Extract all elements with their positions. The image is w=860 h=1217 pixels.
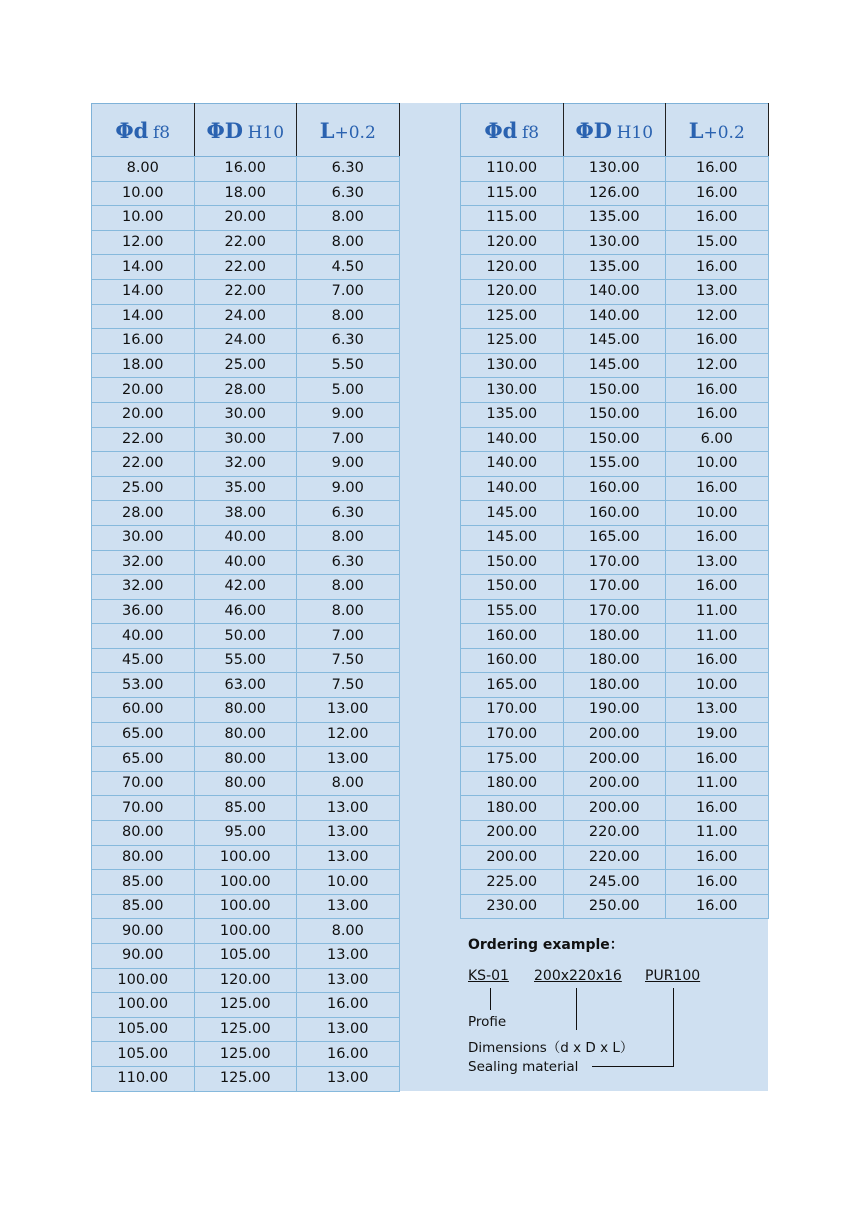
outer-diameter-cell: 42.00: [194, 575, 297, 600]
table-row: [461, 648, 769, 673]
inner-diameter-cell: 145.00: [461, 525, 564, 550]
table-row: [92, 747, 400, 772]
inner-diameter-cell: 80.00: [92, 845, 195, 870]
inner-diameter-cell: 160.00: [461, 624, 564, 649]
length-cell: 8.00: [297, 575, 400, 600]
table-row: [92, 378, 400, 403]
outer-diameter-cell: 135.00: [563, 255, 666, 280]
inner-diameter-cell: 175.00: [461, 747, 564, 772]
inner-diameter-cell: 135.00: [461, 402, 564, 427]
inner-diameter-cell: 8.00: [92, 157, 195, 182]
outer-diameter-cell: 22.00: [194, 279, 297, 304]
inner-diameter-cell: 14.00: [92, 255, 195, 280]
header-inner-diameter: Φd f8: [92, 104, 195, 157]
length-cell: 13.00: [297, 698, 400, 723]
inner-diameter-cell: 90.00: [92, 944, 195, 969]
table-row: [461, 796, 769, 821]
outer-diameter-cell: 100.00: [194, 870, 297, 895]
ordering-title: Ordering example：: [468, 937, 624, 953]
outer-diameter-cell: 125.00: [194, 1066, 297, 1091]
table-row: [92, 698, 400, 723]
length-cell: 11.00: [666, 599, 769, 624]
outer-diameter-cell: 35.00: [194, 476, 297, 501]
table-row: [461, 722, 769, 747]
header-outer-diameter: ΦD H10: [194, 104, 297, 157]
inner-diameter-cell: 140.00: [461, 427, 564, 452]
header-outer-diameter: ΦD H10: [563, 104, 666, 157]
length-cell: 8.00: [297, 206, 400, 231]
inner-diameter-cell: 130.00: [461, 378, 564, 403]
inner-diameter-cell: 120.00: [461, 230, 564, 255]
outer-diameter-cell: 150.00: [563, 378, 666, 403]
outer-diameter-cell: 180.00: [563, 648, 666, 673]
length-cell: 8.00: [297, 919, 400, 944]
length-cell: 16.00: [297, 1042, 400, 1067]
table-row: [92, 821, 400, 846]
outer-diameter-cell: 130.00: [563, 157, 666, 182]
inner-diameter-cell: 80.00: [92, 821, 195, 846]
length-cell: 8.00: [297, 525, 400, 550]
length-cell: 13.00: [297, 747, 400, 772]
inner-diameter-cell: 22.00: [92, 452, 195, 477]
inner-diameter-cell: 140.00: [461, 476, 564, 501]
table-row: [461, 304, 769, 329]
inner-diameter-cell: 53.00: [92, 673, 195, 698]
table-row: [92, 279, 400, 304]
length-cell: 13.00: [297, 845, 400, 870]
outer-diameter-cell: 200.00: [563, 747, 666, 772]
table-row: [92, 550, 400, 575]
length-cell: 7.50: [297, 673, 400, 698]
outer-diameter-cell: 170.00: [563, 550, 666, 575]
length-cell: 16.00: [666, 329, 769, 354]
length-cell: 13.00: [297, 1017, 400, 1042]
table-row: [92, 1066, 400, 1091]
length-cell: 16.00: [666, 255, 769, 280]
inner-diameter-cell: 115.00: [461, 181, 564, 206]
inner-diameter-cell: 18.00: [92, 353, 195, 378]
inner-diameter-cell: 70.00: [92, 796, 195, 821]
table-row: [92, 157, 400, 182]
table-row: [461, 378, 769, 403]
length-cell: 10.00: [666, 501, 769, 526]
outer-diameter-cell: 18.00: [194, 181, 297, 206]
inner-diameter-cell: 85.00: [92, 870, 195, 895]
table-row: [92, 181, 400, 206]
outer-diameter-cell: 245.00: [563, 870, 666, 895]
table-row: [92, 993, 400, 1018]
outer-diameter-cell: 63.00: [194, 673, 297, 698]
length-cell: 16.00: [666, 476, 769, 501]
length-cell: 16.00: [666, 870, 769, 895]
outer-diameter-cell: 30.00: [194, 402, 297, 427]
outer-diameter-cell: 160.00: [563, 501, 666, 526]
outer-diameter-cell: 180.00: [563, 673, 666, 698]
outer-diameter-cell: 38.00: [194, 501, 297, 526]
label-dimensions: Dimensions（d x D x L）: [468, 1040, 634, 1056]
length-cell: 7.00: [297, 427, 400, 452]
pointer-line-dimensions: [576, 988, 577, 1030]
outer-diameter-cell: 180.00: [563, 624, 666, 649]
table-row: [461, 157, 769, 182]
outer-diameter-cell: 100.00: [194, 845, 297, 870]
inner-diameter-cell: 155.00: [461, 599, 564, 624]
outer-diameter-cell: 32.00: [194, 452, 297, 477]
table-row: [92, 255, 400, 280]
header-row: [461, 104, 769, 157]
table-row: [461, 329, 769, 354]
length-cell: 13.00: [297, 821, 400, 846]
outer-diameter-cell: 22.00: [194, 255, 297, 280]
inner-diameter-cell: 180.00: [461, 796, 564, 821]
length-cell: 12.00: [666, 304, 769, 329]
outer-diameter-cell: 126.00: [563, 181, 666, 206]
inner-diameter-cell: 100.00: [92, 993, 195, 1018]
length-cell: 16.00: [666, 648, 769, 673]
inner-diameter-cell: 36.00: [92, 599, 195, 624]
length-cell: 13.00: [297, 944, 400, 969]
table-row: [92, 501, 400, 526]
outer-diameter-cell: 160.00: [563, 476, 666, 501]
inner-diameter-cell: 70.00: [92, 771, 195, 796]
length-cell: 13.00: [666, 279, 769, 304]
table-row: [461, 452, 769, 477]
outer-diameter-cell: 190.00: [563, 698, 666, 723]
table-row: [461, 870, 769, 895]
outer-diameter-cell: 20.00: [194, 206, 297, 231]
inner-diameter-cell: 90.00: [92, 919, 195, 944]
inner-diameter-cell: 65.00: [92, 747, 195, 772]
size-table-left: [91, 103, 400, 1092]
pointer-line-profile: [490, 988, 491, 1010]
table-row: [92, 648, 400, 673]
outer-diameter-cell: 150.00: [563, 427, 666, 452]
table-row: [92, 476, 400, 501]
outer-diameter-cell: 25.00: [194, 353, 297, 378]
inner-diameter-cell: 105.00: [92, 1017, 195, 1042]
length-cell: 10.00: [666, 452, 769, 477]
inner-diameter-cell: 40.00: [92, 624, 195, 649]
outer-diameter-cell: 95.00: [194, 821, 297, 846]
length-cell: 6.30: [297, 501, 400, 526]
inner-diameter-cell: 10.00: [92, 181, 195, 206]
outer-diameter-cell: 220.00: [563, 845, 666, 870]
table-row: [461, 279, 769, 304]
inner-diameter-cell: 12.00: [92, 230, 195, 255]
inner-diameter-cell: 14.00: [92, 304, 195, 329]
length-cell: 16.00: [666, 181, 769, 206]
code-profile: KS-01: [468, 968, 509, 984]
label-material: Sealing material: [468, 1059, 579, 1075]
outer-diameter-cell: 165.00: [563, 525, 666, 550]
outer-diameter-cell: 80.00: [194, 698, 297, 723]
table-row: [461, 575, 769, 600]
inner-diameter-cell: 145.00: [461, 501, 564, 526]
pointer-line-material: [673, 988, 674, 1067]
outer-diameter-cell: 120.00: [194, 968, 297, 993]
outer-diameter-cell: 105.00: [194, 944, 297, 969]
outer-diameter-cell: 135.00: [563, 206, 666, 231]
length-cell: 6.30: [297, 329, 400, 354]
table-row: [92, 870, 400, 895]
table-row: [461, 747, 769, 772]
length-cell: 11.00: [666, 771, 769, 796]
table-row: [92, 796, 400, 821]
inner-diameter-cell: 10.00: [92, 206, 195, 231]
size-table-right: [460, 103, 769, 919]
length-cell: 7.50: [297, 648, 400, 673]
inner-diameter-cell: 28.00: [92, 501, 195, 526]
inner-diameter-cell: 22.00: [92, 427, 195, 452]
header-length: L+0.2: [666, 104, 769, 157]
inner-diameter-cell: 200.00: [461, 821, 564, 846]
inner-diameter-cell: 65.00: [92, 722, 195, 747]
table-row: [92, 599, 400, 624]
inner-diameter-cell: 120.00: [461, 255, 564, 280]
outer-diameter-cell: 85.00: [194, 796, 297, 821]
table-row: [92, 427, 400, 452]
length-cell: 11.00: [666, 624, 769, 649]
inner-diameter-cell: 125.00: [461, 304, 564, 329]
table-row: [92, 525, 400, 550]
inner-diameter-cell: 140.00: [461, 452, 564, 477]
table-row: [92, 968, 400, 993]
outer-diameter-cell: 50.00: [194, 624, 297, 649]
outer-diameter-cell: 130.00: [563, 230, 666, 255]
length-cell: 9.00: [297, 402, 400, 427]
table-row: [461, 599, 769, 624]
outer-diameter-cell: 80.00: [194, 747, 297, 772]
length-cell: 5.50: [297, 353, 400, 378]
length-cell: 8.00: [297, 771, 400, 796]
label-profile: Profie: [468, 1014, 507, 1030]
length-cell: 13.00: [297, 968, 400, 993]
inner-diameter-cell: 150.00: [461, 575, 564, 600]
outer-diameter-cell: 155.00: [563, 452, 666, 477]
inner-diameter-cell: 170.00: [461, 698, 564, 723]
length-cell: 10.00: [297, 870, 400, 895]
outer-diameter-cell: 16.00: [194, 157, 297, 182]
table-row: [461, 845, 769, 870]
length-cell: 13.00: [297, 894, 400, 919]
inner-diameter-cell: 180.00: [461, 771, 564, 796]
outer-diameter-cell: 24.00: [194, 329, 297, 354]
outer-diameter-cell: 170.00: [563, 599, 666, 624]
length-cell: 16.00: [297, 993, 400, 1018]
inner-diameter-cell: 160.00: [461, 648, 564, 673]
inner-diameter-cell: 230.00: [461, 894, 564, 919]
length-cell: 16.00: [666, 378, 769, 403]
inner-diameter-cell: 32.00: [92, 575, 195, 600]
outer-diameter-cell: 170.00: [563, 575, 666, 600]
outer-diameter-cell: 125.00: [194, 993, 297, 1018]
inner-diameter-cell: 105.00: [92, 1042, 195, 1067]
table-row: [92, 353, 400, 378]
outer-diameter-cell: 125.00: [194, 1042, 297, 1067]
pointer-line-material-horizontal: [592, 1066, 674, 1067]
length-cell: 16.00: [666, 157, 769, 182]
outer-diameter-cell: 200.00: [563, 722, 666, 747]
table-row: [92, 575, 400, 600]
length-cell: 16.00: [666, 575, 769, 600]
table-row: [461, 353, 769, 378]
length-cell: 6.30: [297, 181, 400, 206]
header-row: [92, 104, 400, 157]
table-row: [92, 624, 400, 649]
table-row: [92, 944, 400, 969]
outer-diameter-cell: 80.00: [194, 722, 297, 747]
length-cell: 16.00: [666, 525, 769, 550]
table-row: [461, 230, 769, 255]
length-cell: 7.00: [297, 624, 400, 649]
table-row: [92, 452, 400, 477]
table-row: [92, 304, 400, 329]
length-cell: 6.00: [666, 427, 769, 452]
inner-diameter-cell: 60.00: [92, 698, 195, 723]
length-cell: 16.00: [666, 747, 769, 772]
table-row: [461, 771, 769, 796]
length-cell: 13.00: [297, 796, 400, 821]
table-row: [92, 771, 400, 796]
inner-diameter-cell: 110.00: [92, 1066, 195, 1091]
header-length: L+0.2: [297, 104, 400, 157]
inner-diameter-cell: 115.00: [461, 206, 564, 231]
outer-diameter-cell: 80.00: [194, 771, 297, 796]
length-cell: 13.00: [666, 698, 769, 723]
length-cell: 11.00: [666, 821, 769, 846]
length-cell: 9.00: [297, 476, 400, 501]
table-row: [461, 181, 769, 206]
inner-diameter-cell: 14.00: [92, 279, 195, 304]
outer-diameter-cell: 40.00: [194, 525, 297, 550]
length-cell: 10.00: [666, 673, 769, 698]
length-cell: 8.00: [297, 599, 400, 624]
length-cell: 6.30: [297, 550, 400, 575]
outer-diameter-cell: 22.00: [194, 230, 297, 255]
length-cell: 6.30: [297, 157, 400, 182]
outer-diameter-cell: 24.00: [194, 304, 297, 329]
code-material: PUR100: [645, 968, 701, 984]
table-row: [92, 1017, 400, 1042]
header-inner-diameter: Φd f8: [461, 104, 564, 157]
inner-diameter-cell: 170.00: [461, 722, 564, 747]
inner-diameter-cell: 20.00: [92, 402, 195, 427]
length-cell: 4.50: [297, 255, 400, 280]
length-cell: 16.00: [666, 206, 769, 231]
length-cell: 13.00: [666, 550, 769, 575]
outer-diameter-cell: 100.00: [194, 919, 297, 944]
length-cell: 13.00: [297, 1066, 400, 1091]
inner-diameter-cell: 30.00: [92, 525, 195, 550]
table-row: [92, 845, 400, 870]
table-row: [461, 821, 769, 846]
table-row: [461, 501, 769, 526]
length-cell: 12.00: [297, 722, 400, 747]
table-row: [461, 698, 769, 723]
inner-diameter-cell: 120.00: [461, 279, 564, 304]
inner-diameter-cell: 150.00: [461, 550, 564, 575]
length-cell: 5.00: [297, 378, 400, 403]
code-dimensions: 200x220x16: [534, 968, 622, 984]
table-row: [461, 427, 769, 452]
outer-diameter-cell: 46.00: [194, 599, 297, 624]
ordering-example: [468, 930, 768, 1090]
table-row: [92, 402, 400, 427]
length-cell: 8.00: [297, 230, 400, 255]
table-row: [92, 919, 400, 944]
outer-diameter-cell: 140.00: [563, 304, 666, 329]
outer-diameter-cell: 220.00: [563, 821, 666, 846]
outer-diameter-cell: 100.00: [194, 894, 297, 919]
inner-diameter-cell: 16.00: [92, 329, 195, 354]
length-cell: 16.00: [666, 402, 769, 427]
outer-diameter-cell: 150.00: [563, 402, 666, 427]
table-row: [461, 402, 769, 427]
outer-diameter-cell: 145.00: [563, 329, 666, 354]
table-row: [92, 206, 400, 231]
outer-diameter-cell: 200.00: [563, 771, 666, 796]
table-row: [461, 550, 769, 575]
inner-diameter-cell: 100.00: [92, 968, 195, 993]
inner-diameter-cell: 20.00: [92, 378, 195, 403]
outer-diameter-cell: 250.00: [563, 894, 666, 919]
table-row: [92, 230, 400, 255]
length-cell: 16.00: [666, 796, 769, 821]
table-row: [461, 525, 769, 550]
table-row: [461, 476, 769, 501]
table-row: [92, 722, 400, 747]
table-row: [92, 329, 400, 354]
length-cell: 7.00: [297, 279, 400, 304]
length-cell: 15.00: [666, 230, 769, 255]
inner-diameter-cell: 45.00: [92, 648, 195, 673]
length-cell: 16.00: [666, 894, 769, 919]
inner-diameter-cell: 225.00: [461, 870, 564, 895]
length-cell: 16.00: [666, 845, 769, 870]
outer-diameter-cell: 30.00: [194, 427, 297, 452]
length-cell: 19.00: [666, 722, 769, 747]
outer-diameter-cell: 145.00: [563, 353, 666, 378]
inner-diameter-cell: 130.00: [461, 353, 564, 378]
length-cell: 9.00: [297, 452, 400, 477]
inner-diameter-cell: 32.00: [92, 550, 195, 575]
table-row: [461, 894, 769, 919]
outer-diameter-cell: 40.00: [194, 550, 297, 575]
length-cell: 12.00: [666, 353, 769, 378]
table-row: [461, 255, 769, 280]
table-row: [92, 673, 400, 698]
inner-diameter-cell: 165.00: [461, 673, 564, 698]
outer-diameter-cell: 125.00: [194, 1017, 297, 1042]
outer-diameter-cell: 200.00: [563, 796, 666, 821]
table-row: [461, 206, 769, 231]
table-row: [92, 1042, 400, 1067]
inner-diameter-cell: 125.00: [461, 329, 564, 354]
inner-diameter-cell: 25.00: [92, 476, 195, 501]
outer-diameter-cell: 28.00: [194, 378, 297, 403]
length-cell: 8.00: [297, 304, 400, 329]
table-row: [461, 673, 769, 698]
outer-diameter-cell: 55.00: [194, 648, 297, 673]
table-row: [461, 624, 769, 649]
inner-diameter-cell: 85.00: [92, 894, 195, 919]
inner-diameter-cell: 110.00: [461, 157, 564, 182]
table-row: [92, 894, 400, 919]
inner-diameter-cell: 200.00: [461, 845, 564, 870]
outer-diameter-cell: 140.00: [563, 279, 666, 304]
